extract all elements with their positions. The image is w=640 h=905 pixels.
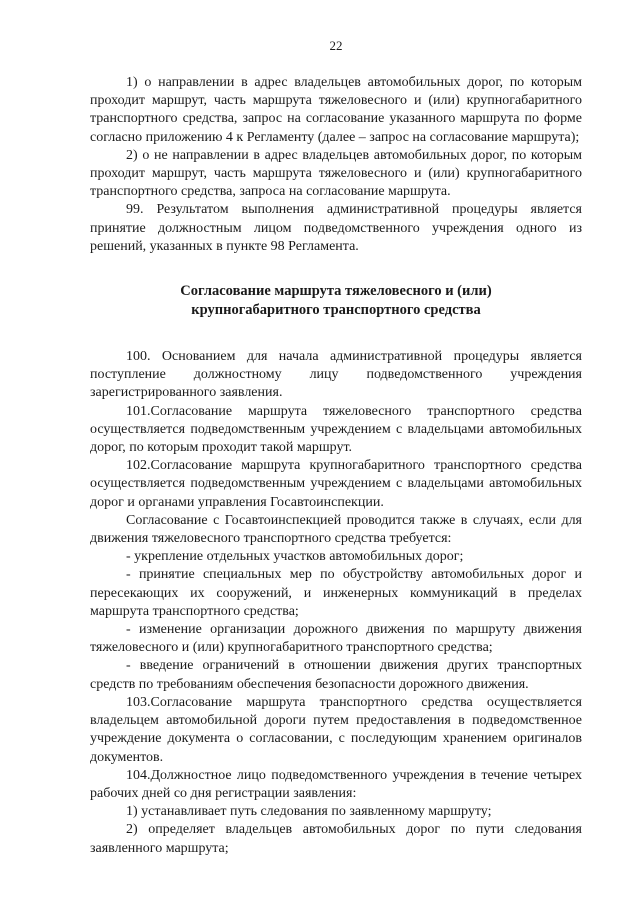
paragraph-gai-cases: Согласование с Госавтоинспекцией проводится также в случаях, если для движения тяжеловесного транспортного средства требуется:	[90, 512, 582, 547]
paragraph-104: 104.Должностное лицо подведомственного учреждения в течение четырех рабочих дней со дня регистрации заявления:	[90, 767, 582, 801]
paragraph-100: 100. Основанием для начала административной процедуры является поступление должностному лицу подведомственного учреждения зарегистрированного заявления.	[90, 349, 582, 401]
list-item-traffic-organization: - изменение организации дорожного движения по маршруту движения тяжеловесного и (или) крупногабаритного транспортного средства;	[90, 622, 582, 656]
list-item-restrictions: - введение ограничений в отношении движения других транспортных средств по требованиям обеспечения безопасности дорожного движения.	[90, 658, 582, 692]
paragraph-decision-2: 2) о не направлении в адрес владельцев автомобильных дорог, по которым проходит маршрут, часть маршрута тяжеловесного и (или) крупногабаритного транспортного средства, запроса на согласование маршрута.	[90, 147, 582, 200]
list-item-road-reinforcement: - укрепление отдельных участков автомобильных дорог;	[126, 549, 464, 565]
body-paragraphs	[90, 348, 582, 858]
list-item-establish-route: 1) устанавливает путь следования по заявленному маршруту;	[126, 804, 492, 820]
paragraph-103: 103.Согласование маршрута транспортного средства осуществляется владельцем автомобильной дороги путем предоставления в подведомственное учреждение документа о согласовании, с последующим хранением оригиналов документов.	[90, 694, 582, 765]
paragraph-101: 101.Согласование маршрута тяжеловесного транспортного средства осуществляется подведомственным учреждением с владельцами автомобильных дорог, по которым проходит такой маршрут.	[90, 403, 582, 456]
list-item-special-measures: - принятие специальных мер по обустройству автомобильных дорог и пересекающих их сооружений, и инженерных коммуникаций в пределах маршрута транспортного средства;	[90, 567, 582, 619]
paragraph-99: 99. Результатом выполнения административной процедуры является принятие должностным лицом подведомственного учреждения одного из решений, указанных в пункте 98 Регламента.	[90, 202, 582, 254]
section-heading-line-1: Согласование маршрута тяжеловесного и (или)	[180, 283, 492, 300]
list-item-identify-owners: 2) определяет владельцев автомобильных дорог по пути следования заявленного маршрута;	[90, 822, 582, 856]
section-heading-line-2: крупногабаритного транспортного средства	[191, 302, 481, 319]
paragraph-102: 102.Согласование маршрута крупногабаритного транспортного средства осуществляется подведомственным учреждением с владельцами автомобильных дорог и органами управления Госавтоинспекции.	[90, 458, 582, 510]
top-paragraphs	[90, 74, 582, 256]
page-number: 22	[329, 38, 343, 53]
paragraph-decision-1: 1) о направлении в адрес владельцев автомобильных дорог, по которым проходит маршрут, часть маршрута тяжеловесного и (или) крупногабаритного транспортного средства, запрос на согласование указанного маршрута по форме согласно приложению 4 к Регламенту (далее – запрос на согласование маршрута);	[90, 75, 582, 145]
section-heading	[90, 282, 582, 320]
